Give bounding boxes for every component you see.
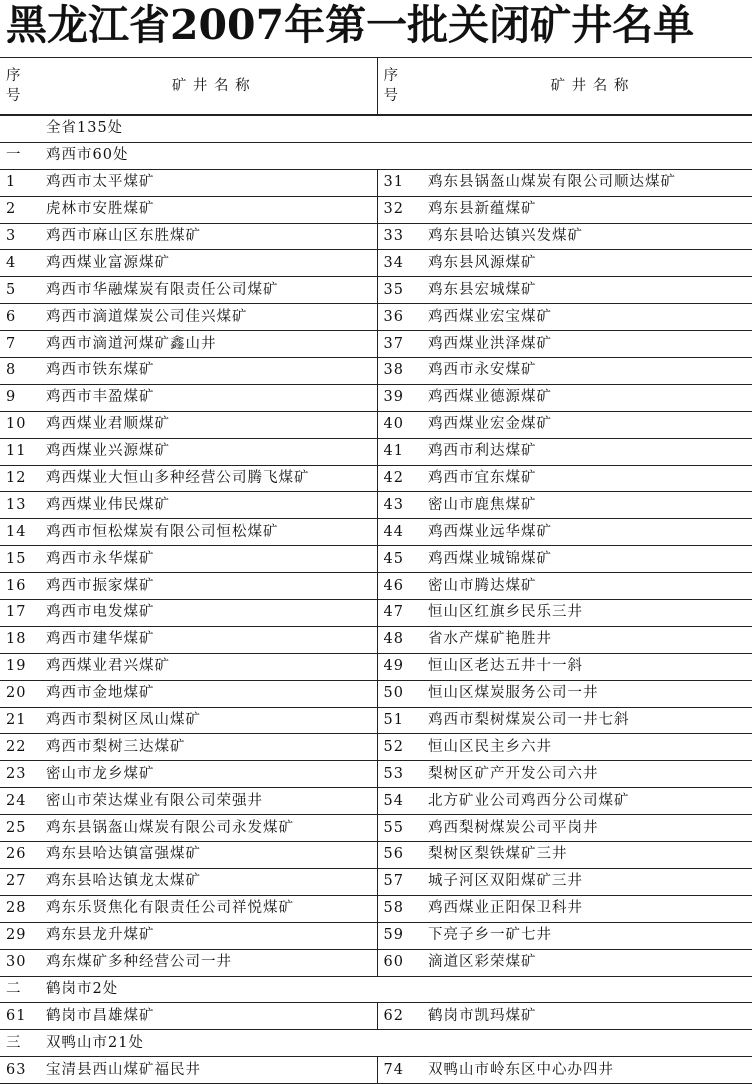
- mine-name: 鸡西市恒松煤炭有限公司恒松煤矿: [40, 519, 377, 546]
- mine-name: 鸡西煤业宏宝煤矿: [422, 304, 752, 331]
- total-label: 全省135处: [40, 115, 752, 142]
- mine-number: 58: [377, 895, 422, 922]
- mine-name: 鸡西市滴道河煤矿鑫山井: [40, 331, 377, 358]
- mine-number: 56: [377, 842, 422, 869]
- header-number-label-bottom: 号: [6, 88, 22, 104]
- mine-name: 下亮子乡一矿七井: [422, 922, 752, 949]
- mine-number: 32: [377, 196, 422, 223]
- mine-name: 鸡西市梨树三达煤矿: [40, 734, 377, 761]
- mine-number: 36: [377, 304, 422, 331]
- mine-name: 鸡西煤业富源煤矿: [40, 250, 377, 277]
- mine-name: 滴道区彩荣煤矿: [422, 949, 752, 976]
- mine-number: 24: [0, 788, 40, 815]
- mine-name: 虎林市安胜煤矿: [40, 196, 377, 223]
- mine-number: 49: [377, 653, 422, 680]
- mine-number: 9: [0, 384, 40, 411]
- section-label: 鹤岗市2处: [40, 976, 752, 1003]
- mine-number: 3: [0, 223, 40, 250]
- table-row: [0, 411, 752, 438]
- table-row: [0, 842, 752, 869]
- mine-name: 鸡西煤业洪泽煤矿: [422, 331, 752, 358]
- mine-name: 恒山区煤炭服务公司一井: [422, 680, 752, 707]
- mine-name: 鹤岗市凯玛煤矿: [422, 1003, 752, 1030]
- mine-number: 6: [0, 304, 40, 331]
- mine-name: 鸡西市建华煤矿: [40, 626, 377, 653]
- mine-name: 鸡西煤业城锦煤矿: [422, 546, 752, 573]
- table-row: [0, 465, 752, 492]
- mine-number: 43: [377, 492, 422, 519]
- mine-number: 7: [0, 331, 40, 358]
- mine-name: 鸡东县锅盔山煤炭有限公司顺达煤矿: [422, 169, 752, 196]
- mine-name: 鸡西市金地煤矿: [40, 680, 377, 707]
- mine-name: 鸡西煤业大恒山多种经营公司腾飞煤矿: [40, 465, 377, 492]
- mine-number: 12: [0, 465, 40, 492]
- mine-name: 鸡东乐贤焦化有限责任公司祥悦煤矿: [40, 895, 377, 922]
- mine-number: 74: [377, 1057, 422, 1084]
- mine-name: 鸡西煤业兴源煤矿: [40, 438, 377, 465]
- section-number: 三: [0, 1030, 40, 1057]
- mine-number: 46: [377, 573, 422, 600]
- mine-name: 双鸭山市岭东区中心办四井: [422, 1057, 752, 1084]
- mine-name: 鸡西市华融煤炭有限责任公司煤矿: [40, 277, 377, 304]
- mine-number: 28: [0, 895, 40, 922]
- mine-name: 鸡西市太平煤矿: [40, 169, 377, 196]
- table-row: [0, 384, 752, 411]
- mine-name: 鸡西煤业远华煤矿: [422, 519, 752, 546]
- header-name-cell: 矿 井 名 称: [40, 58, 377, 116]
- mine-number: 52: [377, 734, 422, 761]
- mine-number: 15: [0, 546, 40, 573]
- mine-number: 37: [377, 331, 422, 358]
- mine-name: 密山市荣达煤业有限公司荣强井: [40, 788, 377, 815]
- table-row: [0, 949, 752, 976]
- mine-name: 鸡西市永安煤矿: [422, 358, 752, 385]
- table-row: [0, 1057, 752, 1084]
- mine-number: 4: [0, 250, 40, 277]
- table-row: [0, 277, 752, 304]
- mine-name: 鸡东县宏城煤矿: [422, 277, 752, 304]
- mine-name: 鸡西市麻山区东胜煤矿: [40, 223, 377, 250]
- mine-number: 16: [0, 573, 40, 600]
- mine-name: 鸡西煤业宏金煤矿: [422, 411, 752, 438]
- mine-name: 鸡西市振家煤矿: [40, 573, 377, 600]
- mine-number: 60: [377, 949, 422, 976]
- header-number-cell: [377, 58, 422, 116]
- mine-name: 鸡西煤业君顺煤矿: [40, 411, 377, 438]
- table-row: [0, 304, 752, 331]
- section-number: 一: [0, 142, 40, 169]
- mine-number: 1: [0, 169, 40, 196]
- mine-number: 61: [0, 1003, 40, 1030]
- mine-number: 54: [377, 788, 422, 815]
- mine-name: 鸡西煤业伟民煤矿: [40, 492, 377, 519]
- section-row: [0, 976, 752, 1003]
- mine-number: 23: [0, 761, 40, 788]
- mine-number: 59: [377, 922, 422, 949]
- table-row: [0, 331, 752, 358]
- mine-number: 18: [0, 626, 40, 653]
- mine-number: 33: [377, 223, 422, 250]
- mine-name: 密山市龙乡煤矿: [40, 761, 377, 788]
- mine-number: 17: [0, 600, 40, 627]
- mine-name: 密山市腾达煤矿: [422, 573, 752, 600]
- table-row: [0, 492, 752, 519]
- mine-name: 恒山区老达五井十一斜: [422, 653, 752, 680]
- mine-name: 鸡西市梨树区凤山煤矿: [40, 707, 377, 734]
- header-number-label-bottom: 号: [383, 88, 399, 104]
- table-row: [0, 1003, 752, 1030]
- mine-number: 2: [0, 196, 40, 223]
- mine-name: 鸡西市永华煤矿: [40, 546, 377, 573]
- table-row: [0, 196, 752, 223]
- total-row: [0, 115, 752, 142]
- table-row: [0, 868, 752, 895]
- mine-name: 恒山区红旗乡民乐三井: [422, 600, 752, 627]
- mine-number: 34: [377, 250, 422, 277]
- mine-name: 鸡西煤业正阳保卫科井: [422, 895, 752, 922]
- mine-name: 宝清县西山煤矿福民井: [40, 1057, 377, 1084]
- table-row: [0, 250, 752, 277]
- mine-number: 13: [0, 492, 40, 519]
- mine-name: 鸡西梨树煤炭公司平岗井: [422, 815, 752, 842]
- mine-number: 26: [0, 842, 40, 869]
- table-row: [0, 573, 752, 600]
- mine-name: 鸡西市丰盈煤矿: [40, 384, 377, 411]
- table-row: [0, 680, 752, 707]
- mine-name: 北方矿业公司鸡西分公司煤矿: [422, 788, 752, 815]
- closure-list-table: [0, 57, 752, 1084]
- mine-number: 19: [0, 653, 40, 680]
- mine-name: 鸡西煤业德源煤矿: [422, 384, 752, 411]
- table-row: [0, 546, 752, 573]
- header-name-cell: 矿 井 名 称: [422, 58, 752, 116]
- mine-number: 10: [0, 411, 40, 438]
- header-number-cell: [0, 58, 40, 116]
- table-row: [0, 519, 752, 546]
- mine-number: 40: [377, 411, 422, 438]
- mine-name: 密山市鹿焦煤矿: [422, 492, 752, 519]
- mine-number: 45: [377, 546, 422, 573]
- mine-number: 11: [0, 438, 40, 465]
- mine-name: 鸡西市铁东煤矿: [40, 358, 377, 385]
- mine-name: 鸡西市利达煤矿: [422, 438, 752, 465]
- mine-name: 鸡西煤业君兴煤矿: [40, 653, 377, 680]
- table-row: [0, 223, 752, 250]
- mine-number: 47: [377, 600, 422, 627]
- section-label: 双鸭山市21处: [40, 1030, 752, 1057]
- mine-number: 62: [377, 1003, 422, 1030]
- table-row: [0, 600, 752, 627]
- mine-number: 21: [0, 707, 40, 734]
- section-row: [0, 1030, 752, 1057]
- mine-name: 鸡东县锅盔山煤炭有限公司永发煤矿: [40, 815, 377, 842]
- mine-number: 53: [377, 761, 422, 788]
- mine-number: 29: [0, 922, 40, 949]
- mine-name: 鸡东县风源煤矿: [422, 250, 752, 277]
- mine-name: 鸡西市电发煤矿: [40, 600, 377, 627]
- mine-name: 鸡东县新蕴煤矿: [422, 196, 752, 223]
- mine-number: 57: [377, 868, 422, 895]
- mine-number: 30: [0, 949, 40, 976]
- mine-name: 鸡东县哈达镇兴发煤矿: [422, 223, 752, 250]
- table-row: [0, 653, 752, 680]
- mine-name: 鸡东县哈达镇富强煤矿: [40, 842, 377, 869]
- table-row: [0, 169, 752, 196]
- mine-name: 梨树区矿产开发公司六井: [422, 761, 752, 788]
- mine-name: 鸡东县龙升煤矿: [40, 922, 377, 949]
- mine-name: 鸡西市梨树煤炭公司一井七斜: [422, 707, 752, 734]
- mine-number: 5: [0, 277, 40, 304]
- section-row: [0, 142, 752, 169]
- table-row: [0, 922, 752, 949]
- mine-number: 38: [377, 358, 422, 385]
- section-number: 二: [0, 976, 40, 1003]
- mine-name: 鹤岗市昌雄煤矿: [40, 1003, 377, 1030]
- mine-number: 8: [0, 358, 40, 385]
- mine-name: 省水产煤矿艳胜井: [422, 626, 752, 653]
- mine-number: 63: [0, 1057, 40, 1084]
- section-label: 鸡西市60处: [40, 142, 752, 169]
- mine-number: 25: [0, 815, 40, 842]
- mine-number: 20: [0, 680, 40, 707]
- mine-name: 鸡东煤矿多种经营公司一井: [40, 949, 377, 976]
- table-row: [0, 788, 752, 815]
- mine-number: 48: [377, 626, 422, 653]
- table-row: [0, 707, 752, 734]
- mine-name: 城子河区双阳煤矿三井: [422, 868, 752, 895]
- mine-number: 41: [377, 438, 422, 465]
- mine-number: 27: [0, 868, 40, 895]
- mine-name: 鸡西市滴道煤炭公司佳兴煤矿: [40, 304, 377, 331]
- mine-name: 鸡东县哈达镇龙太煤矿: [40, 868, 377, 895]
- document-title: 黑龙江省2007年第一批关闭矿井名单: [6, 1, 695, 49]
- total-number-cell: [0, 115, 40, 142]
- mine-number: 51: [377, 707, 422, 734]
- mine-name: 鸡西市宜东煤矿: [422, 465, 752, 492]
- mine-number: 39: [377, 384, 422, 411]
- table-row: [0, 734, 752, 761]
- table-row: [0, 626, 752, 653]
- mine-number: 14: [0, 519, 40, 546]
- table-row: [0, 761, 752, 788]
- mine-number: 44: [377, 519, 422, 546]
- mine-number: 55: [377, 815, 422, 842]
- mine-name: 梨树区梨铁煤矿三井: [422, 842, 752, 869]
- table-row: [0, 895, 752, 922]
- table-header-row: [0, 58, 752, 116]
- mine-number: 22: [0, 734, 40, 761]
- mine-number: 35: [377, 277, 422, 304]
- mine-number: 42: [377, 465, 422, 492]
- table-row: [0, 438, 752, 465]
- mine-number: 31: [377, 169, 422, 196]
- mine-number: 50: [377, 680, 422, 707]
- mine-name: 恒山区民主乡六井: [422, 734, 752, 761]
- header-number-label-top: 序: [383, 68, 399, 84]
- table-row: [0, 358, 752, 385]
- header-number-label-top: 序: [6, 68, 22, 84]
- table-row: [0, 815, 752, 842]
